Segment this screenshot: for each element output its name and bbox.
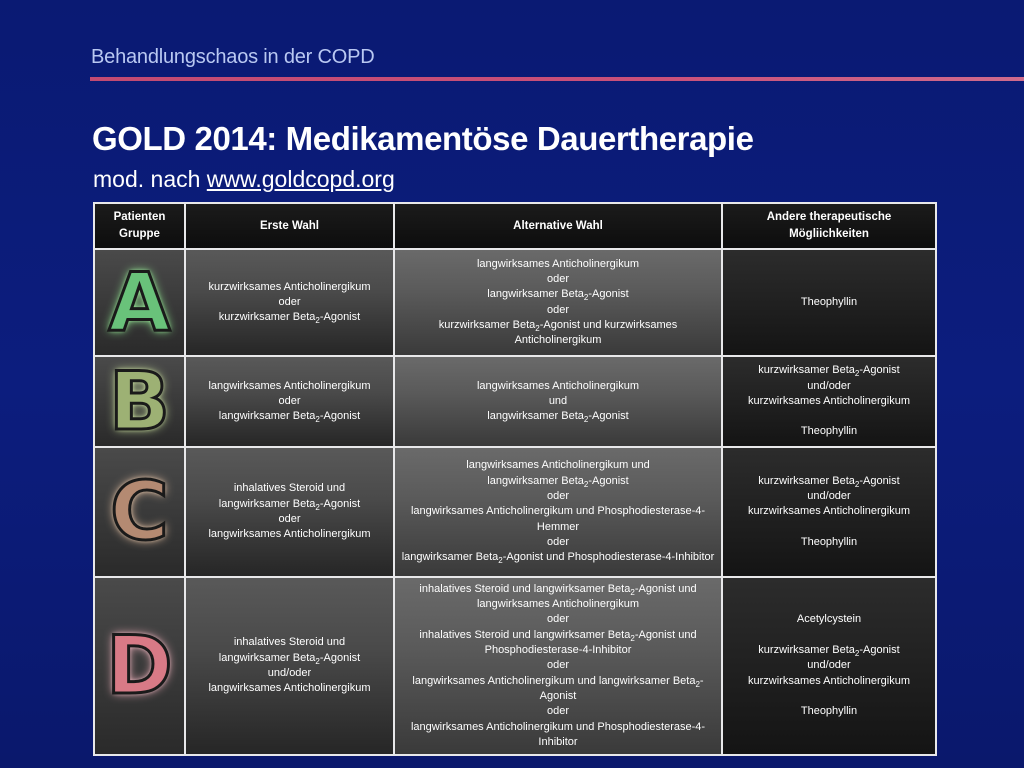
cell-line: langwirksames Anticholinergikum: [208, 379, 371, 392]
cell-line: langwirksames Anticholinergikum: [208, 682, 371, 695]
cell-line: langwirksames Anticholinergikum und langwirksamer Beta$_2$-: [412, 674, 704, 689]
cell-line: inhalatives Steroid und langwirksamer Beta$_2$-Agonist und: [419, 628, 697, 643]
group-letter: D: [106, 619, 173, 712]
cell-line: inhalatives Steroid und: [233, 636, 346, 649]
alternative-choice-cell: [394, 447, 722, 577]
cell-line: Agonist: [539, 689, 577, 702]
cell-line: langwirksamer Beta$_2$-Agonist: [218, 497, 361, 512]
cell-line: langwirksamer Beta$_2$-Agonist: [218, 651, 361, 666]
cell-line: und/oder: [807, 379, 851, 392]
other-options-cell: [722, 249, 936, 356]
cell-line: Acetylcystein: [796, 613, 862, 626]
cell-line: kurzwirksames Anticholinergikum: [748, 394, 910, 407]
header-divider: [90, 77, 1024, 81]
cell-line: oder: [546, 613, 570, 626]
first-choice-cell: [185, 356, 394, 447]
group-letter: C: [110, 465, 169, 558]
cell-line: [729, 689, 929, 704]
slide-title: GOLD 2014: Medikamentöse Dauertherapie: [92, 120, 754, 157]
cell-line: kurzwirksamer Beta$_2$-Agonist: [218, 311, 361, 326]
cell-line: und: [548, 394, 568, 407]
alternative-choice-cell: [394, 356, 722, 447]
cell-line: und/oder: [807, 659, 851, 672]
group-cell: [94, 577, 185, 755]
cell-line: langwirksamer Beta$_2$-Agonist: [487, 474, 629, 489]
cell-line: Theophyllin: [800, 295, 858, 308]
cell-line: langwirksames Anticholinergikum: [476, 598, 639, 611]
group-letter: B: [109, 354, 170, 448]
group-cell: [94, 249, 185, 356]
cell-line: inhalatives Steroid und: [233, 482, 346, 495]
cell-line: [729, 520, 929, 535]
cell-line: langwirksames Anticholinergikum: [476, 257, 639, 270]
cell-line: kurzwirksames Anticholinergikum: [748, 505, 910, 518]
cell-line: und/oder: [267, 667, 312, 679]
cell-line: kurzwirksamer Beta$_2$-Agonist und kurzwirksames: [438, 318, 678, 333]
cell-line: oder: [278, 513, 301, 525]
alternative-choice-cell: [394, 577, 722, 755]
cell-line: langwirksames Anticholinergikum und Phosphodiesterase-4-: [410, 720, 706, 733]
table-header-row: [94, 203, 936, 249]
cell-line: langwirksames Anticholinergikum und: [466, 459, 650, 472]
cell-line: oder: [278, 295, 301, 308]
cell-line: oder: [546, 272, 570, 285]
table-row: [94, 447, 936, 577]
cell-line: langwirksames Anticholinergikum: [476, 379, 639, 392]
other-options-cell: [722, 577, 936, 755]
subtitle-prefix: mod. nach: [93, 166, 207, 192]
cell-line: Theophyllin: [800, 425, 858, 438]
cell-line: Anticholinergikum: [514, 334, 602, 347]
cell-line: oder: [546, 705, 570, 718]
source-link[interactable]: www.goldcopd.org: [206, 166, 395, 192]
group-cell: [94, 447, 185, 577]
cell-line: oder: [546, 490, 570, 503]
cell-line: oder: [546, 303, 570, 316]
cell-line: langwirksamer Beta$_2$-Agonist und Phosphodiesterase-4-Inhibitor: [401, 551, 715, 566]
col-header-first: Erste Wahl: [185, 203, 394, 249]
first-choice-cell: [185, 447, 394, 577]
cell-line: [729, 628, 929, 643]
cell-line: langwirksamer Beta$_2$-Agonist: [487, 288, 629, 303]
table-row: [94, 356, 936, 447]
other-options-cell: [722, 447, 936, 577]
section-header: Behandlungschaos in der COPD: [91, 46, 375, 68]
col-header-other: Andere therapeutische Mögliichkeiten: [722, 203, 936, 249]
cell-line: und/oder: [807, 490, 851, 503]
cell-line: Inhibitor: [538, 735, 578, 748]
cell-line: oder: [546, 535, 570, 548]
cell-line: kurzwirksames Anticholinergikum: [208, 280, 371, 293]
col-header-alternative: Alternative Wahl: [394, 203, 722, 249]
alternative-choice-cell: [394, 249, 722, 356]
cell-line: Theophyllin: [800, 705, 858, 718]
cell-line: [729, 409, 929, 424]
table-row: [94, 577, 936, 755]
cell-line: kurzwirksamer Beta$_2$-Agonist: [758, 474, 900, 489]
first-choice-cell: [185, 577, 394, 755]
cell-line: Hemmer: [536, 520, 580, 533]
first-choice-cell: [185, 249, 394, 356]
cell-line: langwirksamer Beta$_2$-Agonist: [218, 410, 361, 425]
cell-line: Theophyllin: [800, 535, 858, 548]
cell-line: kurzwirksamer Beta$_2$-Agonist: [758, 644, 900, 659]
cell-line: langwirksames Anticholinergikum und Phosphodiesterase-4-: [410, 505, 706, 518]
other-options-cell: [722, 356, 936, 447]
cell-line: kurzwirksamer Beta$_2$-Agonist: [758, 364, 900, 379]
table-row: [94, 249, 936, 356]
group-letter: A: [108, 255, 171, 349]
cell-line: oder: [546, 659, 570, 672]
cell-line: langwirksames Anticholinergikum: [208, 528, 371, 541]
group-cell: [94, 356, 185, 447]
col-header-group: Patienten Gruppe: [94, 203, 185, 249]
cell-line: Phosphodiesterase-4-Inhibitor: [484, 644, 632, 657]
slide-subtitle: [93, 166, 395, 193]
cell-line: kurzwirksames Anticholinergikum: [748, 674, 910, 687]
cell-line: oder: [278, 394, 301, 407]
therapy-table: [93, 202, 937, 756]
cell-line: langwirksamer Beta$_2$-Agonist: [487, 410, 629, 425]
cell-line: inhalatives Steroid und langwirksamer Beta$_2$-Agonist und: [419, 582, 697, 598]
